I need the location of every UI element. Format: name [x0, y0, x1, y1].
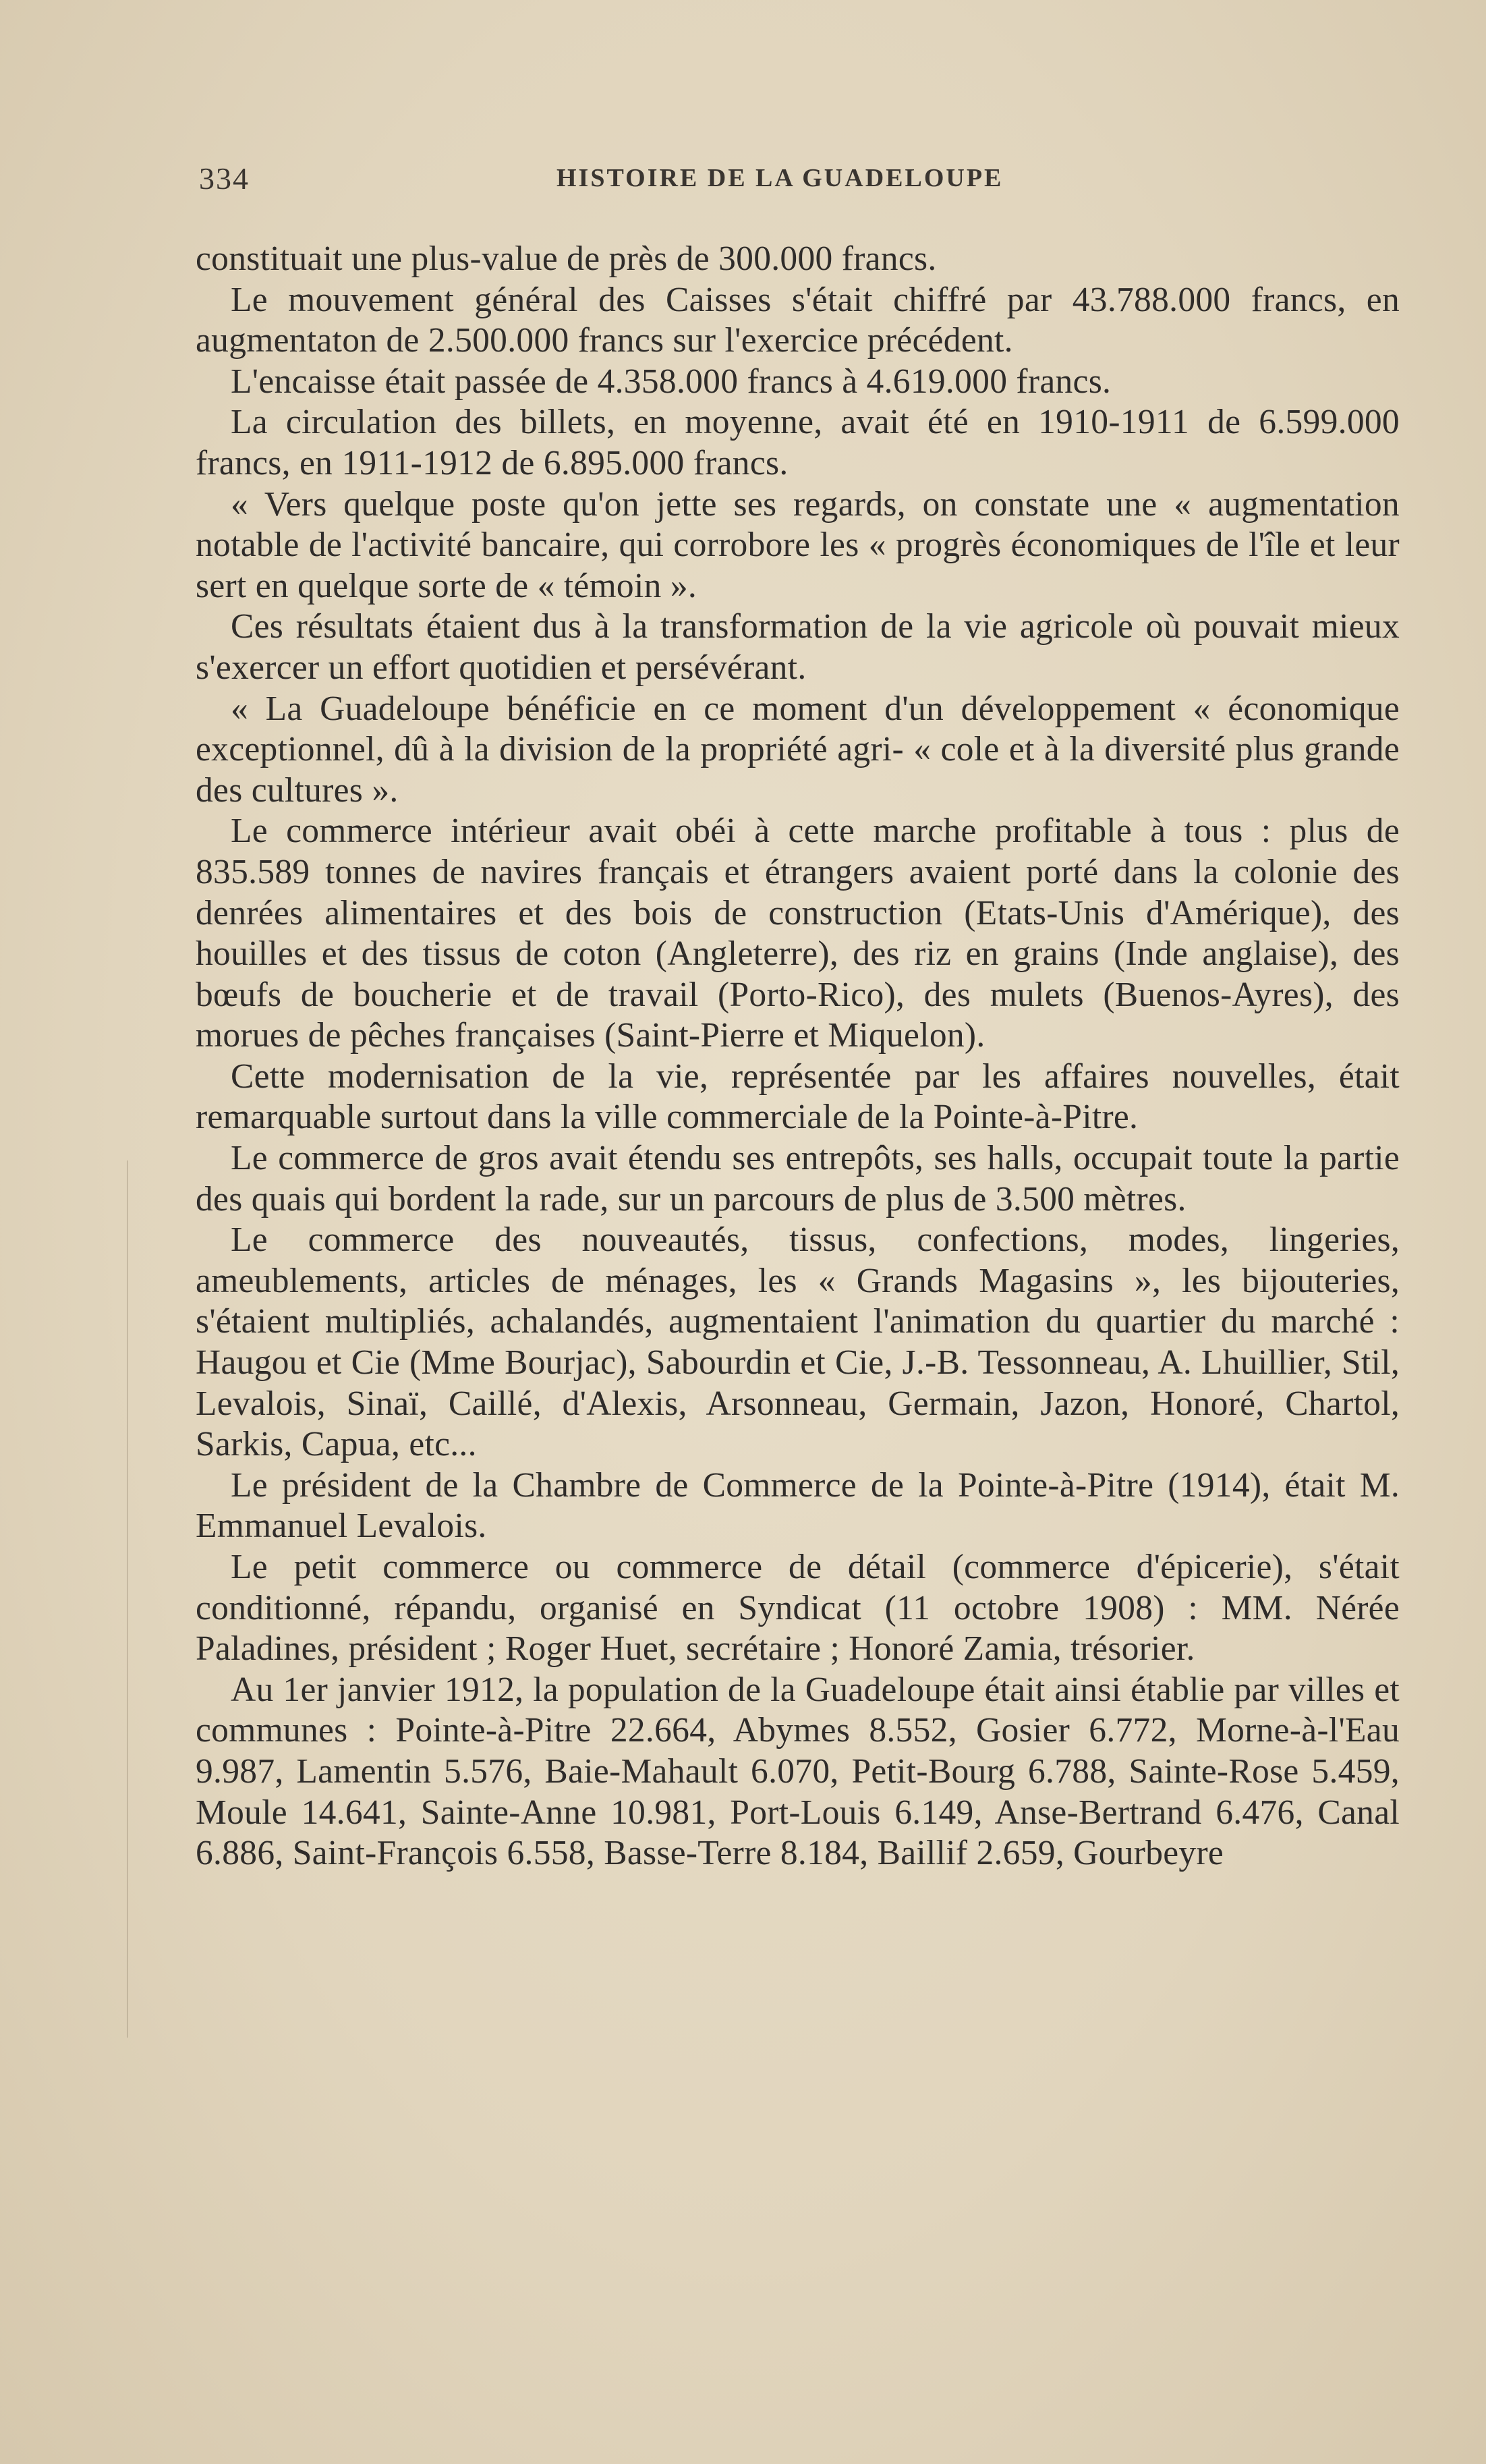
paragraph: Ces résultats étaient dus à la transformation de la vie agricole où pouvait mieux s'exercer un effort quotidien et persévérant.	[196, 607, 1400, 687]
body-text	[196, 239, 1400, 1874]
paragraph: constituait une plus-value de près de 300.000 francs.	[196, 240, 937, 278]
paragraph: Le commerce des nouveautés, tissus, confections, modes, lingeries, ameublements, articles de ménages, les « Grands Magasins », les bijouteries, s'étaient multipliés, achalandés, augmentaient l'animation du quartier du marché : Haugou et Cie (Mme Bourjac), Sabourdin et Cie, J.-B. Tessonneau, A. Lhuillier, Stil, Levalois, Sinaï, Caillé, d'Alexis, Arsonneau, Germain, Jazon, Honoré, Chartol, Sarkis, Capua, etc...	[196, 1221, 1400, 1464]
paragraph: Le mouvement général des Caisses s'était chiffré par 43.788.000 francs, en augmentaton de 2.500.000 francs sur l'exercice précédent.	[196, 280, 1400, 360]
margin-mark	[127, 1160, 128, 2038]
page-header	[199, 161, 1312, 201]
paragraph: Le petit commerce ou commerce de détail (commerce d'épicerie), s'était conditionné, répandu, organisé en Syndicat (11 octobre 1908) : MM. Nérée Paladines, président ; Roger Huet, secrétaire ; Honoré Zamia, trésorier.	[196, 1548, 1400, 1669]
page-number: 334	[199, 161, 250, 196]
paragraph: Au 1er janvier 1912, la population de la Guadeloupe était ainsi établie par villes et communes : Pointe-à-Pitre 22.664, Abymes 8.552, Gosier 6.772, Morne-à-l'Eau 9.987, Lamentin 5.576, Baie-Mahault 6.070, Petit-Bourg 6.788, Sainte-Rose 5.459, Moule 14.641, Sainte-Anne 10.981, Port-Louis 6.149, Anse-Bertrand 6.476, Canal 6.886, Saint-François 6.558, Basse-Terre 8.184, Baillif 2.659, Gourbeyre	[196, 1670, 1400, 1873]
paragraph: L'encaisse était passée de 4.358.000 francs à 4.619.000 francs.	[231, 362, 1112, 401]
paragraph: « La Guadeloupe bénéficie en ce moment d'un développement « économique exceptionnel, dû à la division de la propriété agri- « cole et à la diversité plus grande des cultures ».	[196, 689, 1400, 810]
paragraph: Le président de la Chambre de Commerce de la Pointe-à-Pitre (1914), était M. Emmanuel Levalois.	[196, 1465, 1400, 1546]
running-title: HISTOIRE DE LA GUADELOUPE	[556, 164, 1004, 192]
paragraph: Le commerce de gros avait étendu ses entrepôts, ses halls, occupait toute la partie des quais qui bordent la rade, sur un parcours de plus de 3.500 mètres.	[196, 1139, 1400, 1219]
paragraph: Le commerce intérieur avait obéi à cette marche profitable à tous : plus de 835.589 tonnes de navires français et étrangers avaient porté dans la colonie des denrées alimentaires et des bois de construction (Etats-Unis d'Amérique), des houilles et des tissus de coton (Angleterre), des riz en grains (Inde anglaise), des bœufs de boucherie et de travail (Porto-Rico), des mulets (Buenos-Ayres), des morues de pêches françaises (Saint-Pierre et Miquelon).	[196, 812, 1400, 1055]
paragraph: « Vers quelque poste qu'on jette ses regards, on constate une « augmentation notable de l'activité bancaire, qui corrobore les « progrès économiques de l'île et leur sert en quelque sorte de « témoin ».	[196, 484, 1400, 605]
paragraph: La circulation des billets, en moyenne, avait été en 1910-1911 de 6.599.000 francs, en 1911-1912 de 6.895.000 francs.	[196, 403, 1400, 482]
paragraph: Cette modernisation de la vie, représentée par les affaires nouvelles, était remarquable surtout dans la ville commerciale de la Pointe-à-Pitre.	[196, 1057, 1400, 1137]
